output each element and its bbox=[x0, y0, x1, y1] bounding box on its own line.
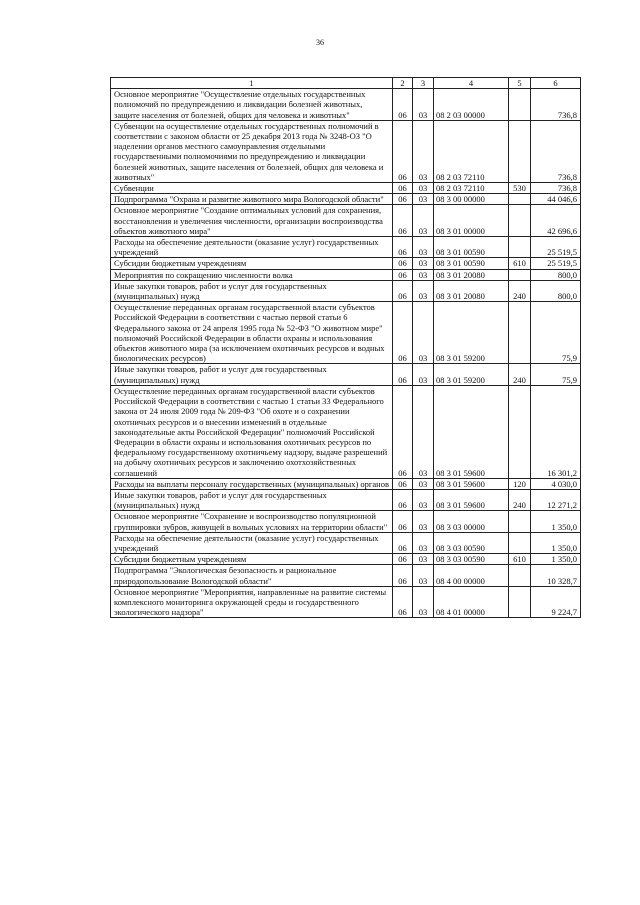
row-section-cell: 06 bbox=[393, 205, 413, 237]
row-subsection-cell: 03 bbox=[413, 364, 434, 385]
table-row bbox=[111, 120, 581, 182]
row-target-article-cell: 08 3 01 00000 bbox=[434, 205, 509, 237]
row-target-article-cell: 08 3 03 00000 bbox=[434, 511, 509, 532]
row-name-cell: Расходы на выплаты персоналу государственных (муниципальных) органов bbox=[111, 478, 393, 489]
row-section-cell: 06 bbox=[393, 532, 413, 553]
row-amount-cell: 9 224,7 bbox=[531, 586, 581, 618]
row-name-cell: Подпрограмма "Экологическая безопасность и рациональное природопользование Вологодской области" bbox=[111, 565, 393, 586]
row-subsection-cell: 03 bbox=[413, 280, 434, 301]
table-row bbox=[111, 554, 581, 565]
row-section-cell: 06 bbox=[393, 511, 413, 532]
row-subsection-cell: 03 bbox=[413, 385, 434, 478]
row-subsection-cell: 03 bbox=[413, 269, 434, 280]
table-row bbox=[111, 478, 581, 489]
row-subsection-cell: 03 bbox=[413, 237, 434, 258]
header-cell-subsection: 3 bbox=[413, 78, 434, 89]
table-row bbox=[111, 385, 581, 478]
row-name-cell: Основное мероприятие "Сохранение и воспроизводство популяционной группировки зубров, живущей в вольных условиях на территории области" bbox=[111, 511, 393, 532]
row-subsection-cell: 03 bbox=[413, 489, 434, 510]
row-amount-cell: 75,9 bbox=[531, 364, 581, 385]
row-expense-type-cell: 120 bbox=[509, 478, 531, 489]
row-section-cell: 06 bbox=[393, 258, 413, 269]
row-subsection-cell: 03 bbox=[413, 120, 434, 182]
table-row bbox=[111, 194, 581, 205]
row-target-article-cell: 08 3 01 59600 bbox=[434, 489, 509, 510]
row-section-cell: 06 bbox=[393, 302, 413, 364]
row-expense-type-cell bbox=[509, 385, 531, 478]
row-target-article-cell: 08 3 03 00590 bbox=[434, 532, 509, 553]
row-expense-type-cell bbox=[509, 565, 531, 586]
row-name-cell: Иные закупки товаров, работ и услуг для государственных (муниципальных) нужд bbox=[111, 489, 393, 510]
row-target-article-cell: 08 3 00 00000 bbox=[434, 194, 509, 205]
row-subsection-cell: 03 bbox=[413, 194, 434, 205]
row-section-cell: 06 bbox=[393, 385, 413, 478]
row-subsection-cell: 03 bbox=[413, 565, 434, 586]
row-target-article-cell: 08 3 01 20080 bbox=[434, 280, 509, 301]
row-amount-cell: 12 271,2 bbox=[531, 489, 581, 510]
row-name-cell: Иные закупки товаров, работ и услуг для государственных (муниципальных) нужд bbox=[111, 280, 393, 301]
row-subsection-cell: 03 bbox=[413, 554, 434, 565]
row-section-cell: 06 bbox=[393, 269, 413, 280]
row-section-cell: 06 bbox=[393, 194, 413, 205]
row-subsection-cell: 03 bbox=[413, 183, 434, 194]
row-name-cell: Расходы на обеспечение деятельности (оказание услуг) государственных учреждений bbox=[111, 532, 393, 553]
row-section-cell: 06 bbox=[393, 565, 413, 586]
row-target-article-cell: 08 3 01 00590 bbox=[434, 258, 509, 269]
row-amount-cell: 1 350,0 bbox=[531, 511, 581, 532]
row-section-cell: 06 bbox=[393, 586, 413, 618]
row-section-cell: 06 bbox=[393, 183, 413, 194]
row-section-cell: 06 bbox=[393, 237, 413, 258]
header-cell-section: 2 bbox=[393, 78, 413, 89]
table-row bbox=[111, 89, 581, 121]
row-section-cell: 06 bbox=[393, 478, 413, 489]
row-name-cell: Субвенции на осуществление отдельных государственных полномочий в соответствии с законом области от 25 декабря 2013 года № 3248-ОЗ "О наделении органов местного самоуправления отдельными государственными полномочиями по предупреждению и ликвидации болезней животных, защите населения от болезней, общих для человека и животных" bbox=[111, 120, 393, 182]
page-number: 36 bbox=[316, 38, 324, 47]
header-cell-name: 1 bbox=[111, 78, 393, 89]
table-row bbox=[111, 205, 581, 237]
row-name-cell: Расходы на обеспечение деятельности (оказание услуг) государственных учреждений bbox=[111, 237, 393, 258]
row-name-cell: Иные закупки товаров, работ и услуг для государственных (муниципальных) нужд bbox=[111, 364, 393, 385]
row-target-article-cell: 08 2 03 00000 bbox=[434, 89, 509, 121]
table-row bbox=[111, 183, 581, 194]
row-target-article-cell: 08 3 01 20080 bbox=[434, 269, 509, 280]
row-expense-type-cell: 240 bbox=[509, 489, 531, 510]
table-row bbox=[111, 258, 581, 269]
row-name-cell: Субсидии бюджетным учреждениям bbox=[111, 554, 393, 565]
row-expense-type-cell: 240 bbox=[509, 364, 531, 385]
row-expense-type-cell: 530 bbox=[509, 183, 531, 194]
table-row bbox=[111, 532, 581, 553]
table-header-row bbox=[111, 78, 581, 89]
row-amount-cell: 1 350,0 bbox=[531, 554, 581, 565]
row-expense-type-cell bbox=[509, 237, 531, 258]
row-target-article-cell: 08 3 01 59200 bbox=[434, 302, 509, 364]
row-name-cell: Основное мероприятие "Осуществление отдельных государственных полномочий по предупреждению и ликвидации болезней животных, защите населения от болезней, общих для человека и животных" bbox=[111, 89, 393, 121]
row-target-article-cell: 08 2 03 72110 bbox=[434, 120, 509, 182]
row-name-cell: Осуществление переданных органам государственной власти субъектов Российской Федерации в соответствии с частью первой статьи 6 Федерального закона от 24 апреля 1995 года № 52-ФЗ "О животном мире" полномочий Российской Федерации в области охраны и использования объектов животного мира (за исключением охотничьих ресурсов и водных биологических ресурсов) bbox=[111, 302, 393, 364]
row-expense-type-cell bbox=[509, 89, 531, 121]
row-expense-type-cell bbox=[509, 302, 531, 364]
row-name-cell: Субвенции bbox=[111, 183, 393, 194]
row-target-article-cell: 08 4 00 00000 bbox=[434, 565, 509, 586]
row-name-cell: Подпрограмма "Охрана и развитие животного мира Вологодской области" bbox=[111, 194, 393, 205]
row-subsection-cell: 03 bbox=[413, 532, 434, 553]
row-target-article-cell: 08 3 01 00590 bbox=[434, 237, 509, 258]
row-expense-type-cell bbox=[509, 120, 531, 182]
row-subsection-cell: 03 bbox=[413, 302, 434, 364]
row-amount-cell: 4 030,0 bbox=[531, 478, 581, 489]
row-expense-type-cell bbox=[509, 269, 531, 280]
table-row bbox=[111, 280, 581, 301]
row-target-article-cell: 08 2 03 72110 bbox=[434, 183, 509, 194]
row-amount-cell: 800,0 bbox=[531, 269, 581, 280]
row-section-cell: 06 bbox=[393, 489, 413, 510]
row-amount-cell: 44 046,6 bbox=[531, 194, 581, 205]
row-section-cell: 06 bbox=[393, 89, 413, 121]
row-target-article-cell: 08 3 01 59600 bbox=[434, 385, 509, 478]
header-cell-expense-type: 5 bbox=[509, 78, 531, 89]
row-section-cell: 06 bbox=[393, 120, 413, 182]
row-expense-type-cell: 240 bbox=[509, 280, 531, 301]
row-amount-cell: 736,8 bbox=[531, 183, 581, 194]
row-amount-cell: 736,8 bbox=[531, 89, 581, 121]
row-name-cell: Основное мероприятие "Создание оптимальных условий для сохранения, восстановления и увеличения численности, организации воспроизводства объектов животного мира" bbox=[111, 205, 393, 237]
row-amount-cell: 25 519,5 bbox=[531, 258, 581, 269]
table-row bbox=[111, 586, 581, 618]
row-amount-cell: 16 301,2 bbox=[531, 385, 581, 478]
row-subsection-cell: 03 bbox=[413, 478, 434, 489]
row-target-article-cell: 08 3 01 59600 bbox=[434, 478, 509, 489]
row-name-cell: Основное мероприятие "Мероприятия, направленные на развитие системы комплексного мониторинга окружающей среды и государственного экологического надзора" bbox=[111, 586, 393, 618]
row-subsection-cell: 03 bbox=[413, 258, 434, 269]
row-amount-cell: 1 350,0 bbox=[531, 532, 581, 553]
row-amount-cell: 736,8 bbox=[531, 120, 581, 182]
row-section-cell: 06 bbox=[393, 554, 413, 565]
row-expense-type-cell bbox=[509, 586, 531, 618]
row-expense-type-cell bbox=[509, 194, 531, 205]
row-target-article-cell: 08 3 03 00590 bbox=[434, 554, 509, 565]
table-row bbox=[111, 511, 581, 532]
row-expense-type-cell bbox=[509, 532, 531, 553]
row-name-cell: Субсидии бюджетным учреждениям bbox=[111, 258, 393, 269]
row-section-cell: 06 bbox=[393, 280, 413, 301]
header-cell-target-article: 4 bbox=[434, 78, 509, 89]
row-subsection-cell: 03 bbox=[413, 511, 434, 532]
row-amount-cell: 25 519,5 bbox=[531, 237, 581, 258]
row-amount-cell: 10 328,7 bbox=[531, 565, 581, 586]
table-row bbox=[111, 302, 581, 364]
table-row bbox=[111, 364, 581, 385]
table-row bbox=[111, 269, 581, 280]
budget-table bbox=[110, 77, 581, 618]
row-expense-type-cell bbox=[509, 205, 531, 237]
row-name-cell: Осуществление переданных органам государственной власти субъектов Российской Федерации в соответствии с частью 1 статьи 33 Федерального закона от 24 июля 2009 года № 209-ФЗ "Об охоте и о сохранении охотничьих ресурсов и о внесении изменений в отдельные законодательные акты Российской Федерации" полномочий Российской Федерации в области охраны и использования охотничьих ресурсов по федеральному государственному охотничьему надзору, выдаче разрешений на добычу охотничьих ресурсов и заключению охотхозяйственных соглашений bbox=[111, 385, 393, 478]
row-expense-type-cell: 610 bbox=[509, 554, 531, 565]
row-target-article-cell: 08 4 01 00000 bbox=[434, 586, 509, 618]
header-cell-amount: 6 bbox=[531, 78, 581, 89]
row-subsection-cell: 03 bbox=[413, 89, 434, 121]
row-subsection-cell: 03 bbox=[413, 205, 434, 237]
table-row bbox=[111, 489, 581, 510]
table-row bbox=[111, 237, 581, 258]
row-section-cell: 06 bbox=[393, 364, 413, 385]
row-subsection-cell: 03 bbox=[413, 586, 434, 618]
row-name-cell: Мероприятия по сокращению численности волка bbox=[111, 269, 393, 280]
row-amount-cell: 42 696,6 bbox=[531, 205, 581, 237]
row-amount-cell: 75,9 bbox=[531, 302, 581, 364]
row-expense-type-cell: 610 bbox=[509, 258, 531, 269]
table-row bbox=[111, 565, 581, 586]
row-amount-cell: 800,0 bbox=[531, 280, 581, 301]
row-expense-type-cell bbox=[509, 511, 531, 532]
row-target-article-cell: 08 3 01 59200 bbox=[434, 364, 509, 385]
